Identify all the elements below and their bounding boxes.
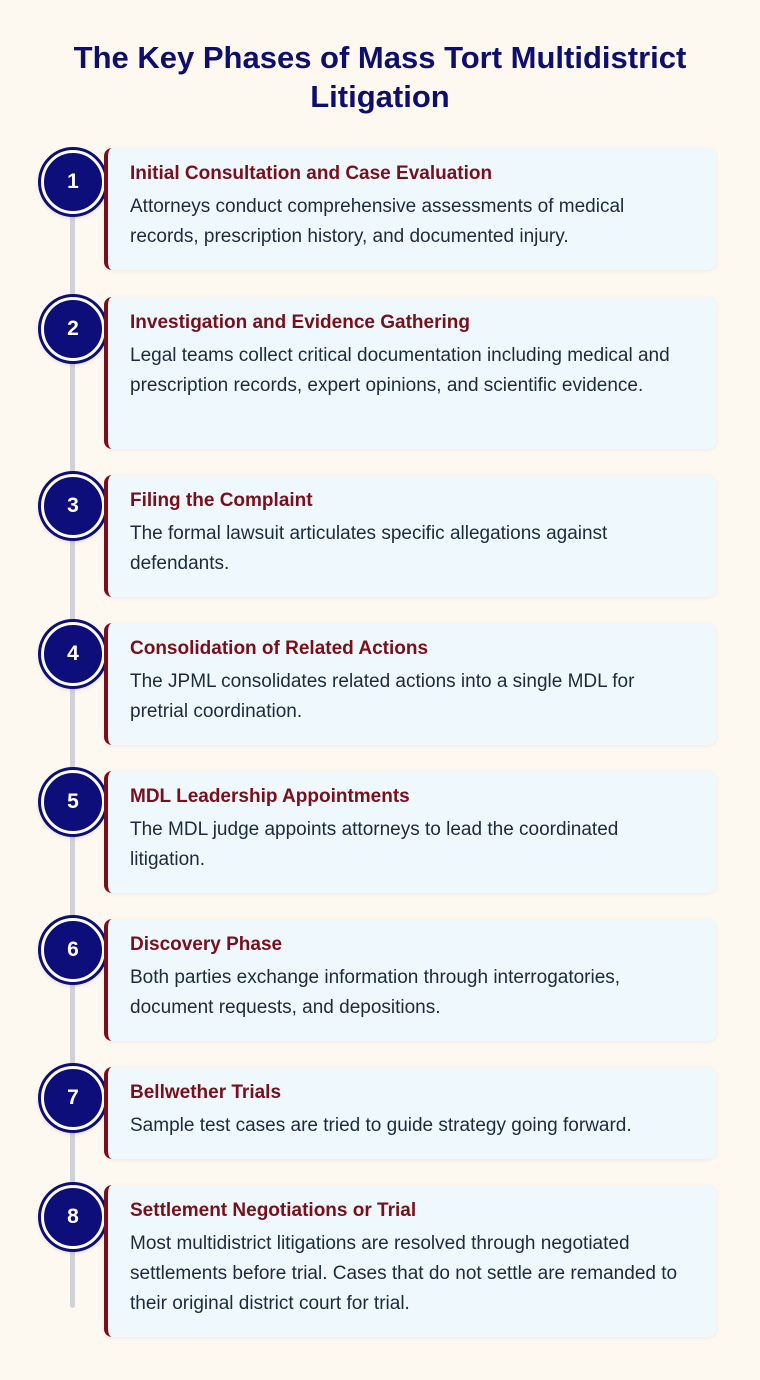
step-number-badge: 7	[41, 1066, 105, 1130]
step-number-badge: 5	[41, 770, 105, 834]
phase-card	[104, 475, 716, 597]
phase-card	[104, 148, 716, 270]
phase-description: Sample test cases are tried to guide strategy going forward.	[130, 1115, 632, 1136]
step-number-badge: 3	[41, 474, 105, 538]
phase-title: Consolidation of Related Actions	[130, 638, 429, 659]
phase-title: Discovery Phase	[130, 934, 283, 955]
step-number-badge: 6	[41, 918, 105, 982]
phase-card	[104, 623, 716, 745]
phase-description: The MDL judge appoints attorneys to lead the coordinated litigation.	[130, 819, 619, 870]
phase-description: Most multidistrict litigations are resolved through negotiated settlements before trial. Cases that do not settle are remanded to their original district court for trial.	[130, 1233, 678, 1314]
phase-card	[104, 297, 716, 449]
phase-title: MDL Leadership Appointments	[130, 786, 410, 807]
phase-title: Initial Consultation and Case Evaluation	[130, 163, 493, 184]
phase-card	[104, 771, 716, 893]
phase-title: Investigation and Evidence Gathering	[130, 312, 470, 333]
phase-title: Filing the Complaint	[130, 490, 313, 511]
step-number-badge: 4	[41, 622, 105, 686]
phase-card	[104, 1185, 716, 1337]
phase-card	[104, 919, 716, 1041]
phase-description: Attorneys conduct comprehensive assessments of medical records, prescription history, and documented injury.	[130, 196, 625, 247]
phase-description: The JPML consolidates related actions into a single MDL for pretrial coordination.	[130, 671, 635, 722]
step-number-badge: 1	[41, 150, 105, 214]
step-number-badge: 2	[41, 297, 105, 361]
page-title: The Key Phases of Mass Tort Multidistrict Litigation	[73, 40, 687, 114]
phase-title: Settlement Negotiations or Trial	[130, 1200, 417, 1221]
phase-description: Both parties exchange information through interrogatories, document requests, and depositions.	[130, 967, 621, 1018]
step-number-badge: 8	[41, 1185, 105, 1249]
phase-description: The formal lawsuit articulates specific allegations against defendants.	[130, 523, 608, 574]
phase-title: Bellwether Trials	[130, 1082, 282, 1103]
phase-card	[104, 1067, 716, 1159]
phase-description: Legal teams collect critical documentation including medical and prescription records, expert opinions, and scientific evidence.	[130, 345, 670, 396]
